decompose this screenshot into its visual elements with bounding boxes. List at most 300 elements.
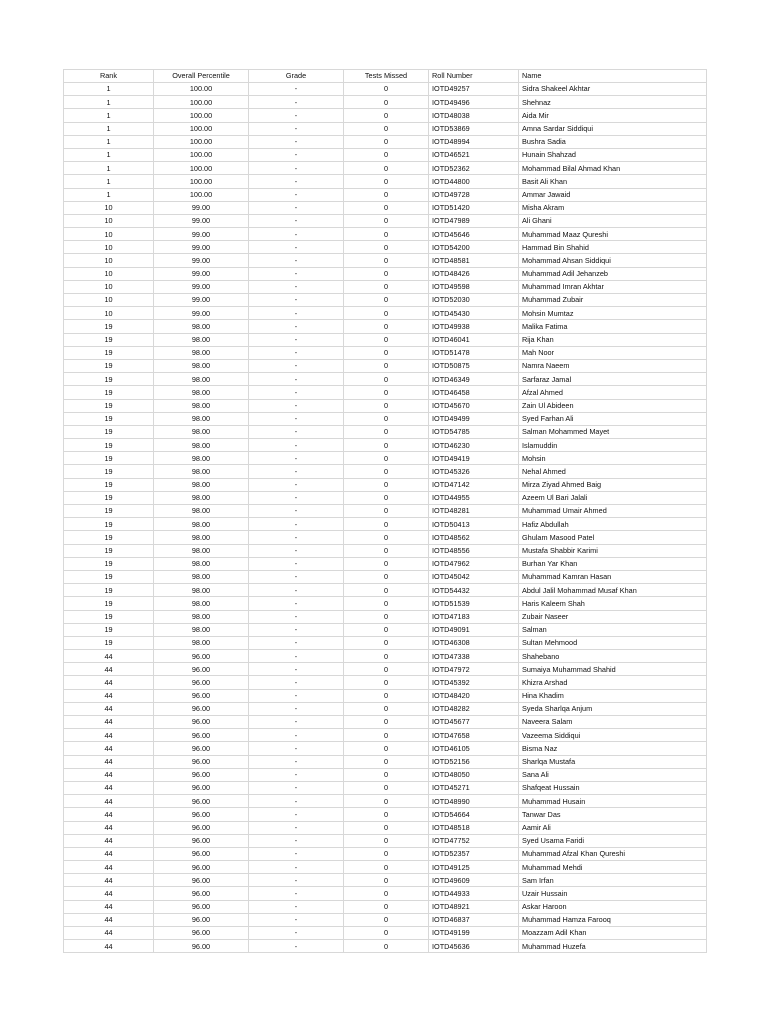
tests-missed-cell: 0 — [344, 320, 429, 333]
results-table — [63, 69, 707, 953]
roll-number-cell: IOTD46349 — [429, 373, 519, 386]
roll-number-cell: IOTD48581 — [429, 254, 519, 267]
roll-number-cell: IOTD48281 — [429, 505, 519, 518]
tests-missed-cell: 0 — [344, 768, 429, 781]
roll-number-cell: IOTD45646 — [429, 228, 519, 241]
tests-missed-cell: 0 — [344, 465, 429, 478]
table-row — [64, 768, 707, 781]
name-cell: Burhan Yar Khan — [519, 557, 707, 570]
name-cell: Rija Khan — [519, 333, 707, 346]
roll-number-cell: IOTD48518 — [429, 821, 519, 834]
grade-cell: - — [249, 373, 344, 386]
rank-cell: 44 — [64, 689, 154, 702]
name-cell: Hunain Shahzad — [519, 148, 707, 161]
roll-number-cell: IOTD48562 — [429, 531, 519, 544]
percentile-cell: 96.00 — [154, 742, 249, 755]
grade-cell: - — [249, 623, 344, 636]
name-cell: Muhammad Hamza Farooq — [519, 913, 707, 926]
grade-cell: - — [249, 716, 344, 729]
roll-number-cell: IOTD47989 — [429, 214, 519, 227]
roll-number-cell: IOTD49125 — [429, 861, 519, 874]
tests-missed-cell: 0 — [344, 439, 429, 452]
name-cell: Sam Irfan — [519, 874, 707, 887]
grade-cell: - — [249, 808, 344, 821]
percentile-cell: 98.00 — [154, 359, 249, 372]
rank-cell: 1 — [64, 148, 154, 161]
roll-number-cell: IOTD46308 — [429, 636, 519, 649]
table-row — [64, 241, 707, 254]
percentile-cell: 100.00 — [154, 148, 249, 161]
table-row — [64, 847, 707, 860]
grade-cell: - — [249, 570, 344, 583]
rank-cell: 1 — [64, 96, 154, 109]
roll-number-cell: IOTD49257 — [429, 83, 519, 96]
grade-cell: - — [249, 294, 344, 307]
roll-number-cell: IOTD46230 — [429, 439, 519, 452]
roll-number-cell: IOTD45042 — [429, 570, 519, 583]
percentile-cell: 100.00 — [154, 122, 249, 135]
roll-number-cell: IOTD47183 — [429, 610, 519, 623]
grade-cell: - — [249, 386, 344, 399]
roll-number-cell: IOTD54200 — [429, 241, 519, 254]
rank-cell: 1 — [64, 175, 154, 188]
roll-number-cell: IOTD49609 — [429, 874, 519, 887]
grade-cell: - — [249, 135, 344, 148]
table-row — [64, 729, 707, 742]
rank-cell: 19 — [64, 465, 154, 478]
name-cell: Muhammad Afzal Khan Qureshi — [519, 847, 707, 860]
name-cell: Bushra Sadia — [519, 135, 707, 148]
tests-missed-cell: 0 — [344, 544, 429, 557]
roll-number-cell: IOTD47142 — [429, 478, 519, 491]
percentile-cell: 96.00 — [154, 716, 249, 729]
rank-cell: 10 — [64, 201, 154, 214]
rank-cell: 44 — [64, 821, 154, 834]
percentile-cell: 98.00 — [154, 399, 249, 412]
rank-cell: 1 — [64, 162, 154, 175]
name-cell: Muhammad Maaz Qureshi — [519, 228, 707, 241]
roll-number-cell: IOTD50413 — [429, 518, 519, 531]
grade-cell: - — [249, 900, 344, 913]
tests-missed-cell: 0 — [344, 623, 429, 636]
grade-cell: - — [249, 241, 344, 254]
percentile-cell: 98.00 — [154, 584, 249, 597]
rank-cell: 1 — [64, 135, 154, 148]
name-cell: Mustafa Shabbir Karimi — [519, 544, 707, 557]
tests-missed-cell: 0 — [344, 109, 429, 122]
grade-cell: - — [249, 214, 344, 227]
percentile-cell: 98.00 — [154, 452, 249, 465]
tests-missed-cell: 0 — [344, 676, 429, 689]
table-row — [64, 267, 707, 280]
grade-cell: - — [249, 359, 344, 372]
grade-cell: - — [249, 729, 344, 742]
tests-missed-cell: 0 — [344, 425, 429, 438]
roll-number-cell: IOTD51539 — [429, 597, 519, 610]
table-row — [64, 913, 707, 926]
name-cell: Salman — [519, 623, 707, 636]
percentile-cell: 96.00 — [154, 834, 249, 847]
rank-cell: 44 — [64, 874, 154, 887]
rank-cell: 19 — [64, 570, 154, 583]
grade-cell: - — [249, 847, 344, 860]
rank-cell: 19 — [64, 346, 154, 359]
table-row — [64, 887, 707, 900]
grade-cell: - — [249, 887, 344, 900]
percentile-cell: 96.00 — [154, 913, 249, 926]
rank-cell: 19 — [64, 491, 154, 504]
grade-cell: - — [249, 742, 344, 755]
name-cell: Haris Kaleem Shah — [519, 597, 707, 610]
grade-cell: - — [249, 874, 344, 887]
rank-cell: 10 — [64, 267, 154, 280]
percentile-cell: 99.00 — [154, 280, 249, 293]
table-row — [64, 478, 707, 491]
name-cell: Shahebano — [519, 650, 707, 663]
rank-cell: 44 — [64, 755, 154, 768]
grade-cell: - — [249, 544, 344, 557]
header-row — [64, 70, 707, 83]
percentile-cell: 98.00 — [154, 544, 249, 557]
name-cell: Hafiz Abdullah — [519, 518, 707, 531]
roll-number-cell: IOTD53869 — [429, 122, 519, 135]
percentile-cell: 99.00 — [154, 294, 249, 307]
percentile-cell: 98.00 — [154, 465, 249, 478]
percentile-cell: 96.00 — [154, 861, 249, 874]
tests-missed-cell: 0 — [344, 280, 429, 293]
grade-cell: - — [249, 531, 344, 544]
rank-cell: 19 — [64, 452, 154, 465]
tests-missed-cell: 0 — [344, 505, 429, 518]
tests-missed-cell: 0 — [344, 412, 429, 425]
rank-cell: 44 — [64, 900, 154, 913]
rank-cell: 44 — [64, 834, 154, 847]
tests-missed-cell: 0 — [344, 900, 429, 913]
name-cell: Syed Usama Faridi — [519, 834, 707, 847]
tests-missed-cell: 0 — [344, 478, 429, 491]
rank-cell: 19 — [64, 623, 154, 636]
grade-cell: - — [249, 781, 344, 794]
name-cell: Muhammad Adil Jehanzeb — [519, 267, 707, 280]
roll-number-cell: IOTD46837 — [429, 913, 519, 926]
rank-cell: 10 — [64, 294, 154, 307]
name-cell: Vazeema Siddiqui — [519, 729, 707, 742]
table-row — [64, 307, 707, 320]
grade-cell: - — [249, 201, 344, 214]
name-cell: Muhammad Zubair — [519, 294, 707, 307]
table-row — [64, 900, 707, 913]
rank-cell: 10 — [64, 307, 154, 320]
roll-number-cell: IOTD44800 — [429, 175, 519, 188]
table-row — [64, 148, 707, 161]
rank-cell: 19 — [64, 399, 154, 412]
tests-missed-cell: 0 — [344, 821, 429, 834]
name-header: Name — [519, 70, 707, 83]
roll-number-cell: IOTD45670 — [429, 399, 519, 412]
table-row — [64, 201, 707, 214]
name-cell: Sharlqa Mustafa — [519, 755, 707, 768]
tests-missed-cell: 0 — [344, 927, 429, 940]
percentile-cell: 98.00 — [154, 439, 249, 452]
percentile-cell: 96.00 — [154, 821, 249, 834]
table-row — [64, 557, 707, 570]
tests-missed-cell: 0 — [344, 148, 429, 161]
rank-cell: 19 — [64, 320, 154, 333]
table-row — [64, 294, 707, 307]
grade-cell: - — [249, 188, 344, 201]
grade-cell: - — [249, 399, 344, 412]
tests-missed-cell: 0 — [344, 83, 429, 96]
table-row — [64, 346, 707, 359]
percentile-cell: 96.00 — [154, 900, 249, 913]
tests-missed-cell: 0 — [344, 584, 429, 597]
percentile-cell: 98.00 — [154, 610, 249, 623]
table-row — [64, 584, 707, 597]
grade-cell: - — [249, 940, 344, 953]
tests-missed-cell: 0 — [344, 557, 429, 570]
tests-missed-cell: 0 — [344, 214, 429, 227]
rank-cell: 19 — [64, 557, 154, 570]
table-row — [64, 135, 707, 148]
tests-missed-cell: 0 — [344, 241, 429, 254]
table-row — [64, 702, 707, 715]
percentile-cell: 98.00 — [154, 386, 249, 399]
table-row — [64, 597, 707, 610]
tests-missed-cell: 0 — [344, 755, 429, 768]
percentile-cell: 100.00 — [154, 109, 249, 122]
table-row — [64, 518, 707, 531]
grade-cell: - — [249, 768, 344, 781]
percentile-cell: 99.00 — [154, 267, 249, 280]
name-cell: Mohsin Mumtaz — [519, 307, 707, 320]
rank-cell: 19 — [64, 439, 154, 452]
name-cell: Mohammad Ahsan Siddiqui — [519, 254, 707, 267]
roll-number-cell: IOTD44955 — [429, 491, 519, 504]
rank-cell: 44 — [64, 927, 154, 940]
grade-cell: - — [249, 148, 344, 161]
name-cell: Syeda Sharlqa Anjum — [519, 702, 707, 715]
percentile-cell: 98.00 — [154, 597, 249, 610]
table-row — [64, 716, 707, 729]
grade-cell: - — [249, 307, 344, 320]
percentile-cell: 96.00 — [154, 940, 249, 953]
rank-cell: 19 — [64, 518, 154, 531]
grade-cell: - — [249, 478, 344, 491]
roll-number-cell: IOTD49496 — [429, 96, 519, 109]
roll-number-cell: IOTD48282 — [429, 702, 519, 715]
name-cell: Bisma Naz — [519, 742, 707, 755]
table-row — [64, 505, 707, 518]
rank-cell: 44 — [64, 716, 154, 729]
table-row — [64, 940, 707, 953]
grade-cell: - — [249, 412, 344, 425]
rank-cell: 19 — [64, 636, 154, 649]
rank-cell: 1 — [64, 83, 154, 96]
roll-number-cell: IOTD48038 — [429, 109, 519, 122]
tests-missed-cell: 0 — [344, 122, 429, 135]
table-row — [64, 280, 707, 293]
rank-cell: 44 — [64, 808, 154, 821]
roll-number-cell: IOTD46105 — [429, 742, 519, 755]
percentile-cell: 100.00 — [154, 175, 249, 188]
grade-cell: - — [249, 280, 344, 293]
table-row — [64, 927, 707, 940]
percentile-cell: 98.00 — [154, 623, 249, 636]
name-cell: Nehal Ahmed — [519, 465, 707, 478]
tests-missed-cell: 0 — [344, 333, 429, 346]
roll-number-cell: IOTD45392 — [429, 676, 519, 689]
grade-cell: - — [249, 320, 344, 333]
rank-cell: 10 — [64, 214, 154, 227]
table-row — [64, 425, 707, 438]
tests-missed-cell: 0 — [344, 689, 429, 702]
name-cell: Mohsin — [519, 452, 707, 465]
tests-missed-cell: 0 — [344, 847, 429, 860]
roll-number-cell: IOTD49728 — [429, 188, 519, 201]
table-row — [64, 861, 707, 874]
roll-number-cell: IOTD47972 — [429, 663, 519, 676]
table-row — [64, 122, 707, 135]
name-cell: Ali Ghani — [519, 214, 707, 227]
percentile-cell: 98.00 — [154, 491, 249, 504]
rank-cell: 1 — [64, 109, 154, 122]
tests-missed-cell: 0 — [344, 913, 429, 926]
roll-number-cell: IOTD52156 — [429, 755, 519, 768]
percentile-cell: 96.00 — [154, 781, 249, 794]
rank-cell: 19 — [64, 425, 154, 438]
table-row — [64, 570, 707, 583]
percentile-cell: 98.00 — [154, 531, 249, 544]
tests-missed-header: Tests Missed — [344, 70, 429, 83]
tests-missed-cell: 0 — [344, 346, 429, 359]
percentile-cell: 98.00 — [154, 373, 249, 386]
grade-cell: - — [249, 491, 344, 504]
table-body — [64, 83, 707, 953]
percentile-cell: 96.00 — [154, 847, 249, 860]
name-cell: Shehnaz — [519, 96, 707, 109]
rank-cell: 44 — [64, 847, 154, 860]
tests-missed-cell: 0 — [344, 610, 429, 623]
percentile-cell: 96.00 — [154, 808, 249, 821]
tests-missed-cell: 0 — [344, 267, 429, 280]
roll-number-cell: IOTD48050 — [429, 768, 519, 781]
roll-number-cell: IOTD47962 — [429, 557, 519, 570]
grade-cell: - — [249, 518, 344, 531]
table-row — [64, 623, 707, 636]
table-row — [64, 689, 707, 702]
roll-number-cell: IOTD49419 — [429, 452, 519, 465]
rank-cell: 44 — [64, 742, 154, 755]
grade-cell: - — [249, 122, 344, 135]
percentile-cell: 100.00 — [154, 135, 249, 148]
table-row — [64, 333, 707, 346]
roll-number-cell: IOTD48556 — [429, 544, 519, 557]
tests-missed-cell: 0 — [344, 874, 429, 887]
grade-cell: - — [249, 689, 344, 702]
table-row — [64, 399, 707, 412]
roll-number-cell: IOTD46041 — [429, 333, 519, 346]
table-row — [64, 412, 707, 425]
name-cell: Namra Naeem — [519, 359, 707, 372]
name-cell: Naveera Salam — [519, 716, 707, 729]
roll-number-cell: IOTD49598 — [429, 280, 519, 293]
table-row — [64, 610, 707, 623]
tests-missed-cell: 0 — [344, 386, 429, 399]
roll-number-cell: IOTD49499 — [429, 412, 519, 425]
tests-missed-cell: 0 — [344, 452, 429, 465]
rank-cell: 19 — [64, 478, 154, 491]
roll-number-cell: IOTD48990 — [429, 795, 519, 808]
name-cell: Ghulam Masood Patel — [519, 531, 707, 544]
grade-cell: - — [249, 557, 344, 570]
table-row — [64, 834, 707, 847]
percentile-cell: 98.00 — [154, 636, 249, 649]
name-cell: Sana Ali — [519, 768, 707, 781]
rank-cell: 1 — [64, 188, 154, 201]
roll-number-cell: IOTD47658 — [429, 729, 519, 742]
table-row — [64, 439, 707, 452]
roll-number-cell: IOTD52362 — [429, 162, 519, 175]
name-cell: Sultan Mehmood — [519, 636, 707, 649]
table-row — [64, 636, 707, 649]
roll-number-cell: IOTD46521 — [429, 148, 519, 161]
percentile-cell: 96.00 — [154, 874, 249, 887]
rank-cell: 19 — [64, 584, 154, 597]
roll-number-cell: IOTD48426 — [429, 267, 519, 280]
name-cell: Sidra Shakeel Akhtar — [519, 83, 707, 96]
tests-missed-cell: 0 — [344, 399, 429, 412]
percentile-cell: 99.00 — [154, 214, 249, 227]
roll-number-cell: IOTD54664 — [429, 808, 519, 821]
overall-percentile-header: Overall Percentile — [154, 70, 249, 83]
grade-cell: - — [249, 83, 344, 96]
percentile-cell: 98.00 — [154, 412, 249, 425]
tests-missed-cell: 0 — [344, 491, 429, 504]
rank-cell: 44 — [64, 663, 154, 676]
rank-cell: 10 — [64, 228, 154, 241]
roll-number-cell: IOTD46458 — [429, 386, 519, 399]
name-cell: Misha Akram — [519, 201, 707, 214]
percentile-cell: 96.00 — [154, 927, 249, 940]
tests-missed-cell: 0 — [344, 636, 429, 649]
percentile-cell: 96.00 — [154, 702, 249, 715]
rank-cell: 44 — [64, 702, 154, 715]
rank-cell: 19 — [64, 505, 154, 518]
name-cell: Azeem Ul Bari Jalali — [519, 491, 707, 504]
grade-cell: - — [249, 913, 344, 926]
roll-number-cell: IOTD48921 — [429, 900, 519, 913]
roll-number-cell: IOTD45326 — [429, 465, 519, 478]
tests-missed-cell: 0 — [344, 702, 429, 715]
rank-cell: 19 — [64, 412, 154, 425]
name-cell: Muhammad Husain — [519, 795, 707, 808]
name-cell: Hammad Bin Shahid — [519, 241, 707, 254]
rank-cell: 19 — [64, 373, 154, 386]
grade-cell: - — [249, 254, 344, 267]
percentile-cell: 98.00 — [154, 320, 249, 333]
name-cell: Mirza Ziyad Ahmed Baig — [519, 478, 707, 491]
tests-missed-cell: 0 — [344, 729, 429, 742]
roll-number-cell: IOTD49938 — [429, 320, 519, 333]
tests-missed-cell: 0 — [344, 307, 429, 320]
table-row — [64, 188, 707, 201]
percentile-cell: 99.00 — [154, 201, 249, 214]
rank-cell: 10 — [64, 254, 154, 267]
rank-cell: 44 — [64, 913, 154, 926]
tests-missed-cell: 0 — [344, 254, 429, 267]
percentile-cell: 99.00 — [154, 254, 249, 267]
rank-cell: 44 — [64, 676, 154, 689]
